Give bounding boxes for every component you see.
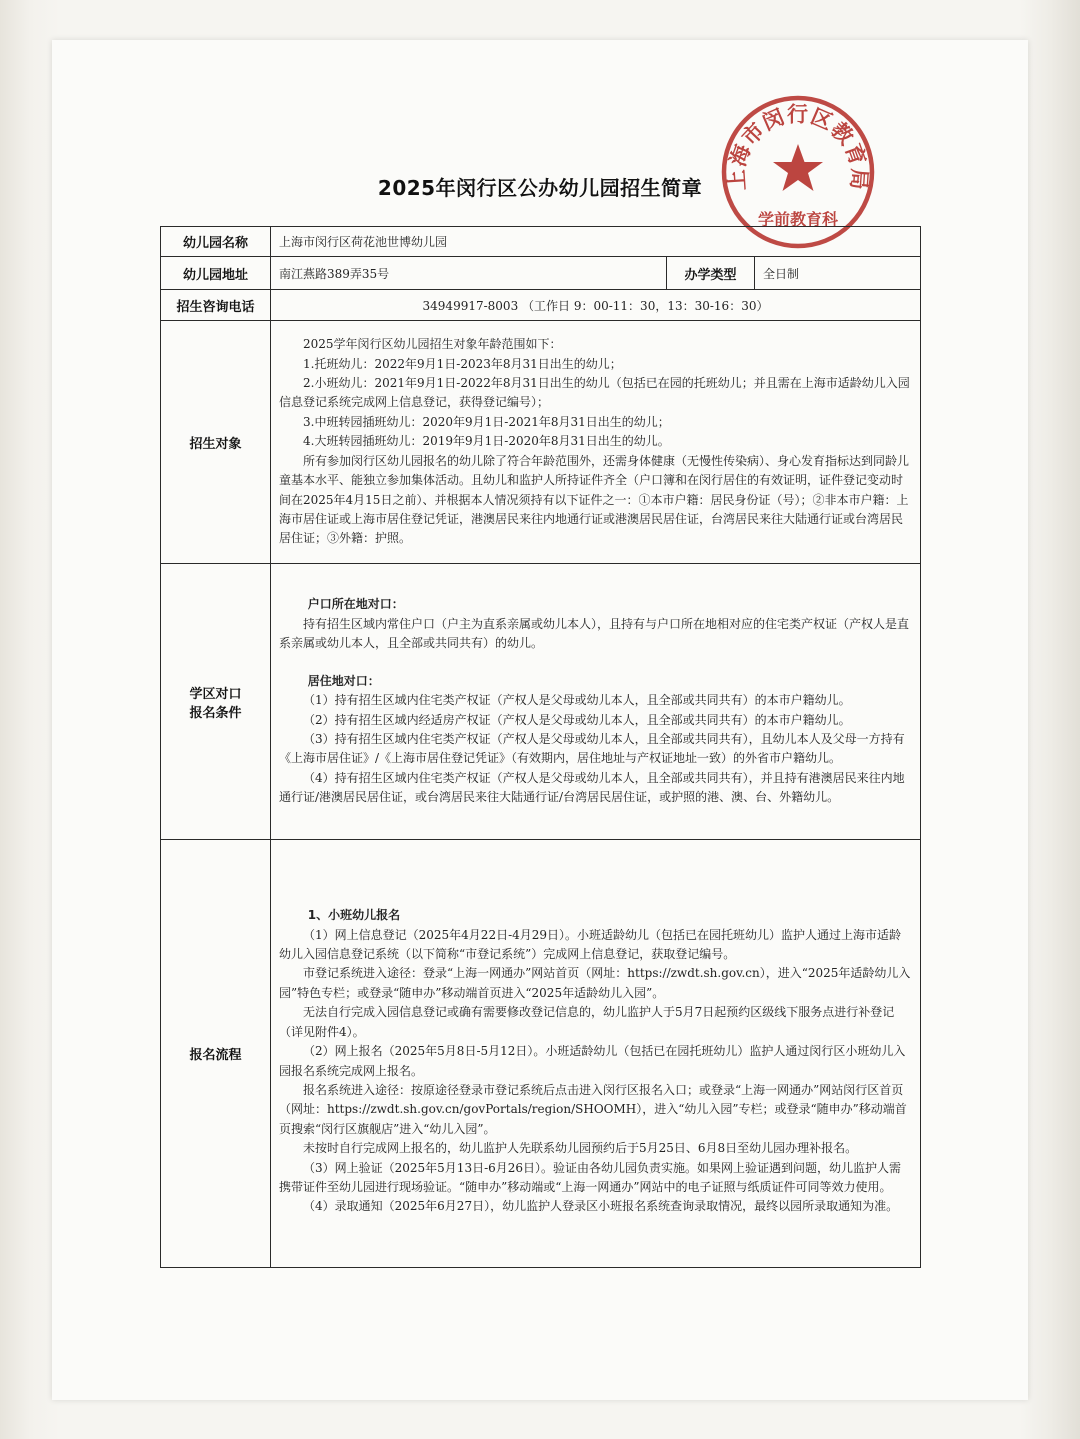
- paragraph: 所有参加闵行区幼儿园报名的幼儿除了符合年龄范围外，还需身体健康（无慢性传染病）、身心发育指标达到同龄儿童基本水平、能独立参加集体活动。且幼儿和监护人所持证件齐全（户口簿和在闵行居住的有效证明，证件登记变动时间在2025年4月15日之前）、并根据本人情况须持有以下证件之一：①本市户籍：居民身份证（号）；②非本市户籍：上海市居住证或上海市居住登记凭证，港澳居民来往内地通行证或港澳居民居住证，台湾居民来往大陆通行证或台湾居民居住证；③外籍：护照。: [279, 453, 910, 546]
- consult-phone-value: 34949917-8003 （工作日 9：00-11：30，13：30-16：30）: [271, 290, 921, 321]
- school-district-label-line2: 报名条件: [189, 705, 242, 721]
- row-kindergarten-name: [161, 227, 921, 257]
- paragraph: （1）持有招生区域内住宅类产权证（产权人是父母或幼儿本人，且全部或共同共有）的本市户籍幼儿。: [303, 693, 851, 708]
- registration-process-label: 报名流程: [161, 840, 271, 1268]
- school-district-label-line1: 学区对口: [189, 686, 242, 702]
- paragraph: （4）持有招生区域内住宅类产权证（产权人是父母或幼儿本人，且全部或共同共有），并且持有港澳居民来往内地通行证/港澳居民居住证，或台湾居民来往大陆通行证/台湾居民居住证，或护照的港、澳、台、外籍幼儿。: [279, 770, 905, 805]
- enrollment-table: [160, 226, 921, 1268]
- section-heading: 居住地对口：: [307, 673, 380, 688]
- row-enrollment-targets: [161, 321, 921, 564]
- enrollment-targets-content: [271, 321, 921, 564]
- section-heading: 户口所在地对口：: [307, 597, 404, 612]
- paragraph: （3）网上验证（2025年5月13日-6月26日）。验证由各幼儿园负责实施。如果网上验证遇到问题，幼儿监护人需携带证件至幼儿园进行现场验证。“随申办”移动端或“上海一网通办”网站中的电子证照与纸质证件可同等效力使用。: [279, 1160, 902, 1194]
- paragraph: （2）持有招生区域内经适房产权证（产权人是父母或幼儿本人，且全部或共同共有）的本市户籍幼儿。: [303, 712, 851, 727]
- paragraph: 市登记系统进入途径：登录“上海一网通办”网站首页（网址：https://zwdt.sh.gov.cn），进入“2025年适龄幼儿入园”特色专栏；或登录“随申办”移动端首页进入“2025年适龄幼儿入园”。: [279, 966, 911, 1000]
- seal-star-icon: [773, 144, 823, 191]
- paragraph: （3）持有招生区域内住宅类产权证（产权人是父母或幼儿本人，且全部或共同共有），且幼儿本人及父母一方持有《上海市居住证》/《上海市居住登记凭证》（有效期内，居住地址与产权证地址一致）的外省市户籍幼儿。: [279, 731, 905, 766]
- document-title: 2025年闵行区公办幼儿园招生简章: [377, 176, 703, 200]
- seal-arc-text: 上海市闵行区教育局: [724, 102, 872, 192]
- paragraph: （4）录取通知（2025年6月27日），幼儿监护人登录区小班报名系统查询录取情况，最终以园所录取通知为准。: [303, 1199, 899, 1214]
- seal-bottom-text: 学前教育科: [757, 210, 839, 229]
- paragraph: 4.大班转园插班幼儿：2019年9月1日-2020年8月31日出生的幼儿。: [303, 434, 670, 449]
- section-heading: 1、小班幼儿报名: [307, 908, 401, 923]
- kindergarten-name-label: 幼儿园名称: [161, 227, 271, 257]
- paragraph: 2.小班幼儿：2021年9月1日-2022年8月31日出生的幼儿（包括已在园的托班幼儿；并且需在上海市适龄幼儿入园信息登记系统完成网上信息登记，获得登记编号）；: [279, 376, 910, 410]
- paragraph: （2）网上报名（2025年5月8日-5月12日）。小班适龄幼儿（包括已在园托班幼儿）监护人通过闵行区小班幼儿入园报名系统完成网上报名。: [279, 1044, 906, 1078]
- paragraph: 2025学年闵行区幼儿园招生对象年龄范围如下：: [303, 337, 562, 352]
- kindergarten-name-value: 上海市闵行区荷花池世博幼儿园: [271, 227, 921, 257]
- row-consult-phone: [161, 290, 921, 321]
- row-kindergarten-address: [161, 257, 921, 290]
- enrollment-targets-label: 招生对象: [161, 321, 271, 564]
- school-district-content: [271, 564, 921, 840]
- school-type-label: 办学类型: [667, 257, 755, 290]
- row-registration-process: [161, 840, 921, 1268]
- kindergarten-address-label: 幼儿园地址: [161, 257, 271, 290]
- paragraph: （1）网上信息登记（2025年4月22日-4月29日）。小班适龄幼儿（包括已在园托班幼儿）监护人通过上海市适龄幼儿入园信息登记系统（以下简称“市登记系统”）完成网上信息登记，获取登记编号。: [279, 927, 902, 962]
- consult-phone-label: 招生咨询电话: [161, 290, 271, 321]
- kindergarten-address-value: 南江燕路389弄35号: [271, 257, 667, 290]
- school-district-label: [161, 564, 271, 840]
- school-type-value: 全日制: [755, 257, 921, 290]
- paragraph: 无法自行完成入园信息登记或确有需要修改登记信息的，幼儿监护人于5月7日起预约区级线下服务点进行补登记（详见附件4）。: [279, 1005, 895, 1039]
- paragraph: 报名系统进入途径：按原途径登录市登记系统后点击进入闵行区报名入口；或登录“上海一网通办”网站闵行区首页（网址：https://zwdt.sh.gov.cn/govPortals/region/SHOOMH），进入“幼儿入园”专栏；或登录“随申办”移动端首页搜索“闵行区旗舰店”进入“幼儿入园”。: [279, 1082, 907, 1136]
- registration-process-content: [271, 840, 921, 1268]
- paragraph: 未按时自行完成网上报名的，幼儿监护人先联系幼儿园预约后于5月25日、6月8日至幼儿园办理补报名。: [303, 1141, 858, 1156]
- paragraph: 3.中班转园插班幼儿：2020年9月1日-2021年8月31日出生的幼儿；: [303, 414, 670, 429]
- paragraph: 持有招生区域内常住户口（户主为直系亲属或幼儿本人），且持有与户口所在地相对应的住宅类产权证（产权人是直系亲属或幼儿本人，且全部或共同共有）的幼儿。: [279, 616, 910, 651]
- row-school-district: [161, 564, 921, 840]
- paragraph: 1.托班幼儿：2022年9月1日-2023年8月31日出生的幼儿；: [303, 356, 622, 371]
